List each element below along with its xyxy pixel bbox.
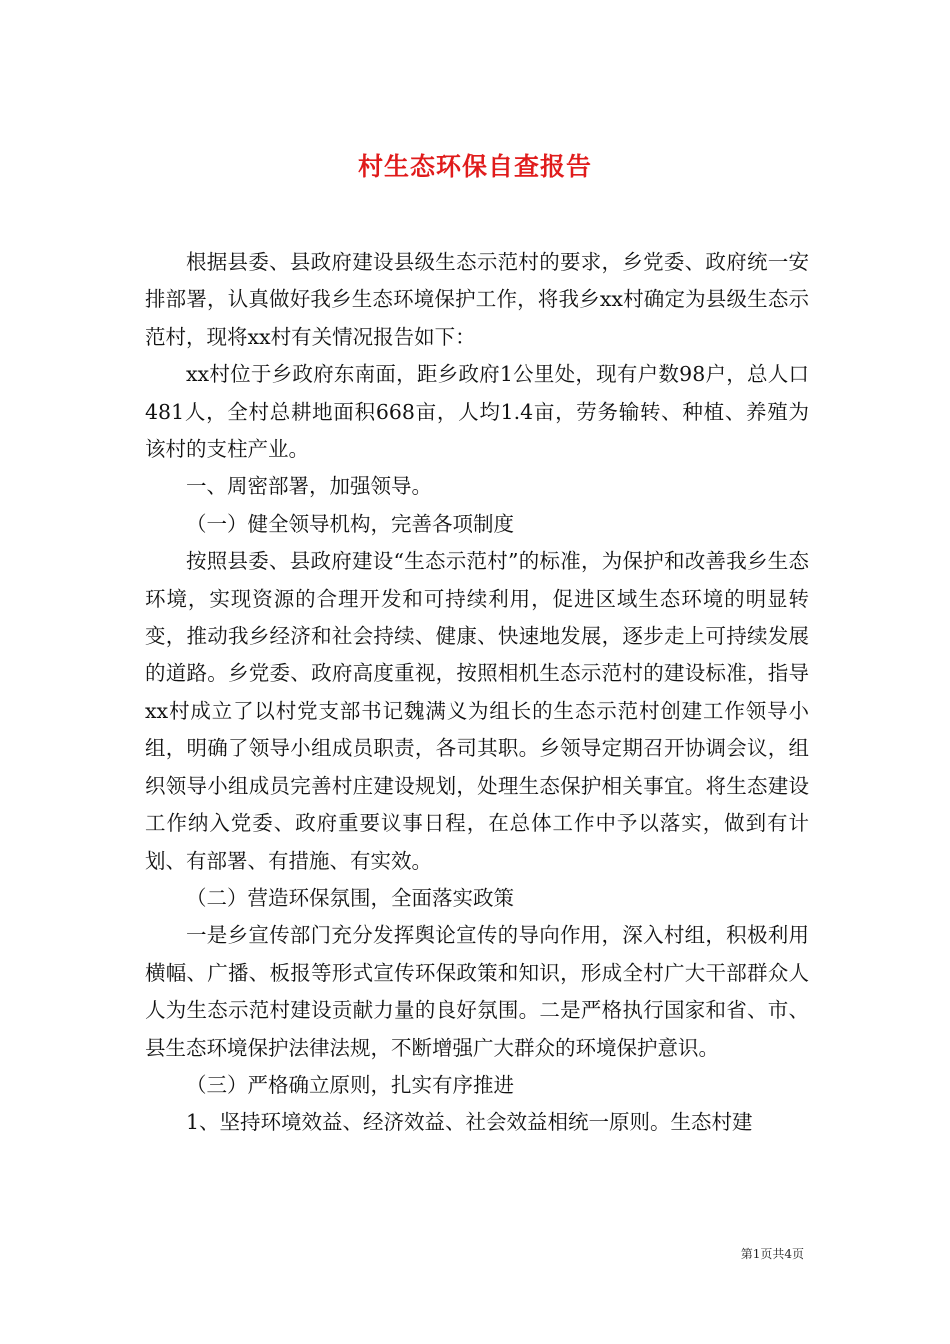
paragraph-leadership: 按照县委、县政府建设“生态示范村”的标准，为保护和改善我乡生态环境，实现资源的合理开发和可持续利用，促进区域生态环境的明显转变，推动我乡经济和社会持续、健康、快速地发展，逐步走上可持续发展的道路。乡党委、政府高度重视，按照相机生态示范村的建设标准，指导xx村成立了以村党支部书记魏满义为组长的生态示范村创建工作领导小组，明确了领导小组成员职责，各司其职。乡领导定期召开协调会议，组织领导小组成员完善村庄建设规划，处理生态保护相关事宜。将生态建设工作纳入党委、政府重要议事日程，在总体工作中予以落实，做到有计划、有部署、有措施、有实效。	[145, 549, 809, 873]
document-title: 村生态环保自查报告	[357, 151, 592, 181]
document-body	[145, 244, 809, 1142]
subsection-heading-2: （二）营造环保氛围，全面落实政策	[186, 885, 514, 910]
subsection-heading-1: （一）健全领导机构，完善各项制度	[186, 511, 514, 536]
section-heading-1: 一、周密部署，加强领导。	[186, 474, 432, 499]
paragraph-village-overview: xx村位于乡政府东南面，距乡政府1公里处，现有户数98户，总人口481人，全村总耕地面积668亩，人均1.4亩，劳务输转、种植、养殖为该村的支柱产业。	[145, 362, 809, 462]
page-number: 第1页共4页	[740, 1247, 804, 1261]
paragraph-intro: 根据县委、县政府建设县级生态示范村的要求，乡党委、政府统一安排部署，认真做好我乡生态环境保护工作，将我乡xx村确定为县级生态示范村，现将xx村有关情况报告如下：	[145, 250, 809, 349]
subsection-heading-3: （三）严格确立原则，扎实有序推进	[186, 1072, 514, 1097]
paragraph-atmosphere: 一是乡宣传部门充分发挥舆论宣传的导向作用，深入村组，积极利用横幅、广播、板报等形式宣传环保政策和知识，形成全村广大干部群众人人为生态示范村建设贡献力量的良好氛围。二是严格执行国家和省、市、县生态环境保护法律法规，不断增强广大群众的环境保护意识。	[145, 923, 809, 1060]
paragraph-principle-1: 1、坚持环境效益、经济效益、社会效益相统一原则。生态村建	[186, 1110, 753, 1135]
